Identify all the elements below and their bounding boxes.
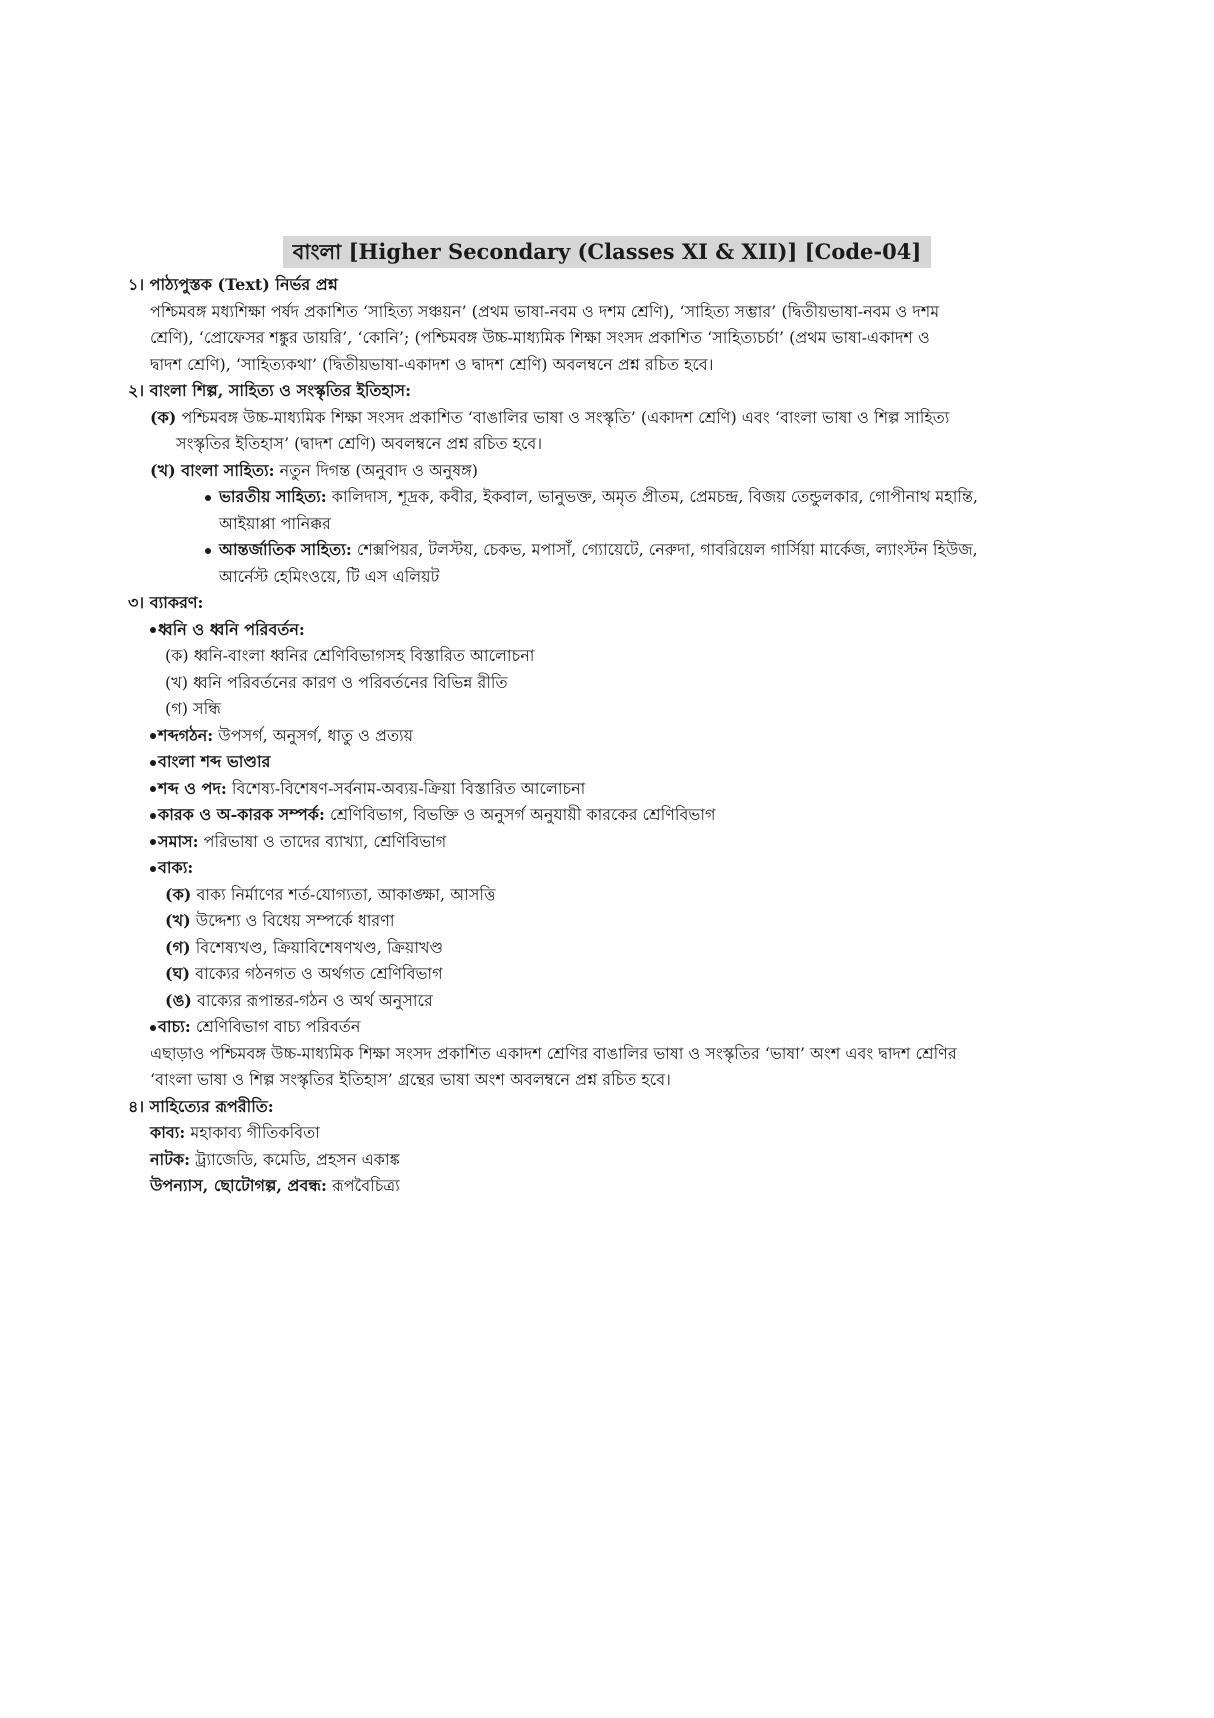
item-text: বিশেষ্যখণ্ড, ক্রিয়াবিশেষণখণ্ড, ক্রিয়াখণ্ড: [195, 937, 444, 957]
item-text: বাক্যের গঠনগত ও অর্থগত শ্রেণিবিভাগ: [195, 964, 443, 983]
item-label: (ঙ): [165, 990, 192, 1010]
form-item: [128, 1147, 1078, 1174]
document-title-wrap: [0, 236, 1214, 268]
item-label: কাব্য:: [150, 1123, 186, 1142]
section-3-note: এছাড়াও পশ্চিমবঙ্গ উচ্চ-মাধ্যমিক শিক্ষা সংসদ প্রকাশিত একাদশ শ্রেণির বাঙালির ভাষা ও সংস্কৃতির ‘ভাষা’ অংশ এবং দ্বাদশ শ্রেণির: [150, 1043, 957, 1063]
section-2-kha: [128, 458, 1078, 485]
topic-label: ধ্বনি ও ধ্বনি পরিবর্তন:: [158, 619, 305, 639]
topic-label: কারক ও অ-কারক সম্পর্ক:: [158, 805, 325, 824]
form-item: [128, 1120, 1078, 1147]
bullet-icon: [205, 495, 211, 501]
topic-dhvani: [128, 617, 1078, 644]
topic-label: শব্দগঠন:: [158, 725, 214, 745]
bakyo-item: [128, 935, 1078, 962]
bullet-icon: [150, 733, 156, 739]
bullet-international-literature: [128, 537, 1078, 564]
bullet-label: ভারতীয় সাহিত্য:: [219, 487, 327, 506]
section-1-heading: ১। পাঠ্যপুস্তক (Text) নির্ভর প্রশ্ন: [128, 275, 338, 294]
topic: [128, 855, 1078, 882]
kha-label: (খ) বাংলা সাহিত্য:: [150, 460, 275, 480]
section-3-note: ‘বাংলা ভাষা ও শিল্প সংস্কৃতির ইতিহাস’ গ্রন্থের ভাষা অংশ অবলম্বনে প্রশ্ন রচিত হবে।: [150, 1070, 671, 1089]
bakyo-item: [128, 882, 1078, 909]
ka-text: পশ্চিমবঙ্গ উচ্চ-মাধ্যমিক শিক্ষা সংসদ প্রকাশিত ‘বাঙালির ভাষা ও সংস্কৃতি’ (একাদশ শ্রেণি) এবং ‘বাংলা ভাষা ও শিল্প সাহিত্য: [181, 407, 950, 427]
section-1-text: শ্রেণি), ‘প্রোফেসর শঙ্কুর ডায়রি’, ‘কোনি’; (পশ্চিমবঙ্গ উচ্চ-মাধ্যমিক শিক্ষা সংসদ প্রকাশিত ‘সাহিত্যচর্চা’ (প্রথম ভাষা-একাদশ ও: [150, 328, 930, 347]
topic: [128, 802, 1078, 829]
dhvani-item: (খ) ধ্বনি পরিবর্তনের কারণ ও পরিবর্তনের বিভিন্ন রীতি: [165, 672, 508, 692]
item-label: (ক): [165, 884, 192, 904]
bullet-icon: [150, 839, 156, 845]
bullet-icon: [150, 760, 156, 766]
bullet-cont: আর্নেস্ট হেমিংওয়ে, টি এস এলিয়ট: [219, 566, 440, 586]
item-text: ট্র্যাজেডি, কমেডি, প্রহসন একাঙ্ক: [195, 1149, 400, 1169]
topic: [128, 829, 1078, 856]
topic-text: শ্রেণিবিভাগ বাচ্য পরিবর্তন: [195, 1017, 361, 1036]
item-label: (ঘ): [165, 964, 191, 983]
topic-label: বাক্য:: [158, 858, 194, 877]
topic-label: সমাস:: [158, 831, 199, 851]
section-1-text: পশ্চিমবঙ্গ মধ্যশিক্ষা পর্ষদ প্রকাশিত ‘সাহিত্য সঞ্চয়ন’ (প্রথম ভাষা-নবম ও দশম শ্রেণি), ‘সাহিত্য সম্ভার’ (দ্বিতীয়ভাষা-নবম ও দশম: [150, 301, 940, 321]
topic-label: শব্দ ও পদ:: [158, 778, 227, 798]
dhvani-item: (গ) সন্ধি: [165, 699, 221, 718]
topic-text: শ্রেণিবিভাগ, বিভক্তি ও অনুসর্গ অনুযায়ী কারকের শ্রেণিবিভাগ: [329, 805, 716, 824]
form-item: [128, 1173, 1078, 1200]
item-text: রূপবৈচিত্র্য: [332, 1176, 400, 1195]
bakyo-item: [128, 961, 1078, 988]
topic-label: বাংলা শব্দ ভাণ্ডার: [158, 752, 271, 771]
topic: [128, 776, 1078, 803]
item-text: বাক্যের রূপান্তর-গঠন ও অর্থ অনুসারে: [196, 990, 433, 1010]
section-1-text: দ্বাদশ শ্রেণি), ‘সাহিত্যকথা’ (দ্বিতীয়ভাষা-একাদশ ও দ্বাদশ শ্রেণি) অবলম্বনে প্রশ্ন রচিত হবে।: [150, 354, 714, 374]
item-text: উদ্দেশ্য ও বিধেয় সম্পর্কে ধারণা: [195, 911, 395, 930]
bullet-text: কালিদাস, শূদ্রক, কবীর, ইকবাল, ভানুভক্ত, অমৃত প্রীতম, প্রেমচন্দ্র, বিজয় তেন্ডুলকার, গোপীনাথ মহান্তি,: [331, 487, 979, 506]
kha-text: নতুন দিগন্ত (অনুবাদ ও অনুষঙ্গ): [279, 460, 479, 480]
syllabus-content: [128, 272, 1078, 1200]
bullet-icon: [205, 548, 211, 554]
item-text: বাক্য নির্মাণের শর্ত-যোগ্যতা, আকাঙ্ক্ষা, আসত্তি: [196, 884, 496, 904]
item-label: (গ): [165, 937, 191, 957]
topic-label: বাচ্য:: [158, 1017, 191, 1036]
topic-bachyo: [128, 1014, 1078, 1041]
bullet-icon: [150, 1025, 156, 1031]
section-2-ka: [128, 405, 1078, 432]
section-3-heading: ৩। ব্যাকরণ:: [128, 593, 204, 612]
topic: [128, 749, 1078, 776]
item-label: নাটক:: [150, 1149, 191, 1169]
section-2-ka-cont: সংস্কৃতির ইতিহাস’ (দ্বাদশ শ্রেণি) অবলম্বনে প্রশ্ন রচিত হবে।: [176, 434, 543, 453]
document-title: বাংলা [Higher Secondary (Classes XI & XII)] [Code-04]: [283, 236, 932, 268]
bullet-label: আন্তর্জাতিক সাহিত্য:: [219, 540, 352, 559]
topic-text: পরিভাষা ও তাদের ব্যাখ্যা, শ্রেণিবিভাগ: [203, 831, 447, 851]
bullet-icon: [150, 813, 156, 819]
bakyo-item: [128, 908, 1078, 935]
ka-label: (ক): [150, 407, 177, 427]
bullet-cont: আইয়াপ্পা পানিক্কর: [219, 513, 331, 533]
bullet-icon: [150, 866, 156, 872]
topic: [128, 723, 1078, 750]
bullet-icon: [150, 786, 156, 792]
bullet-indian-literature: [128, 484, 1078, 511]
topic-text: বিশেষ্য-বিশেষণ-সর্বনাম-অব্যয়-ক্রিয়া বিস্তারিত আলোচনা: [231, 778, 586, 798]
section-2-heading: ২। বাংলা শিল্প, সাহিত্য ও সংস্কৃতির ইতিহাস:: [128, 381, 411, 400]
bullet-text: শেক্সপিয়র, টলস্টয়, চেকভ, মপাসাঁ, গ্যোয়েটে, নেরুদা, গাবরিয়েল গার্সিয়া মার্কেজ, ল্যাংস্টন হিউজ,: [356, 540, 978, 559]
item-label: উপন্যাস, ছোটোগল্প, প্রবন্ধ:: [150, 1176, 327, 1195]
bakyo-item: [128, 988, 1078, 1015]
dhvani-item: (ক) ধ্বনি-বাংলা ধ্বনির শ্রেণিবিভাগসহ বিস্তারিত আলোচনা: [165, 646, 535, 665]
topic-text: উপসর্গ, অনুসর্গ, ধাতু ও প্রত্যয়: [218, 725, 414, 745]
section-4-heading: ৪। সাহিত্যের রূপরীতি:: [128, 1096, 274, 1116]
item-text: মহাকাব্য গীতিকবিতা: [190, 1123, 320, 1142]
item-label: (খ): [165, 911, 191, 930]
bullet-icon: [150, 627, 156, 633]
